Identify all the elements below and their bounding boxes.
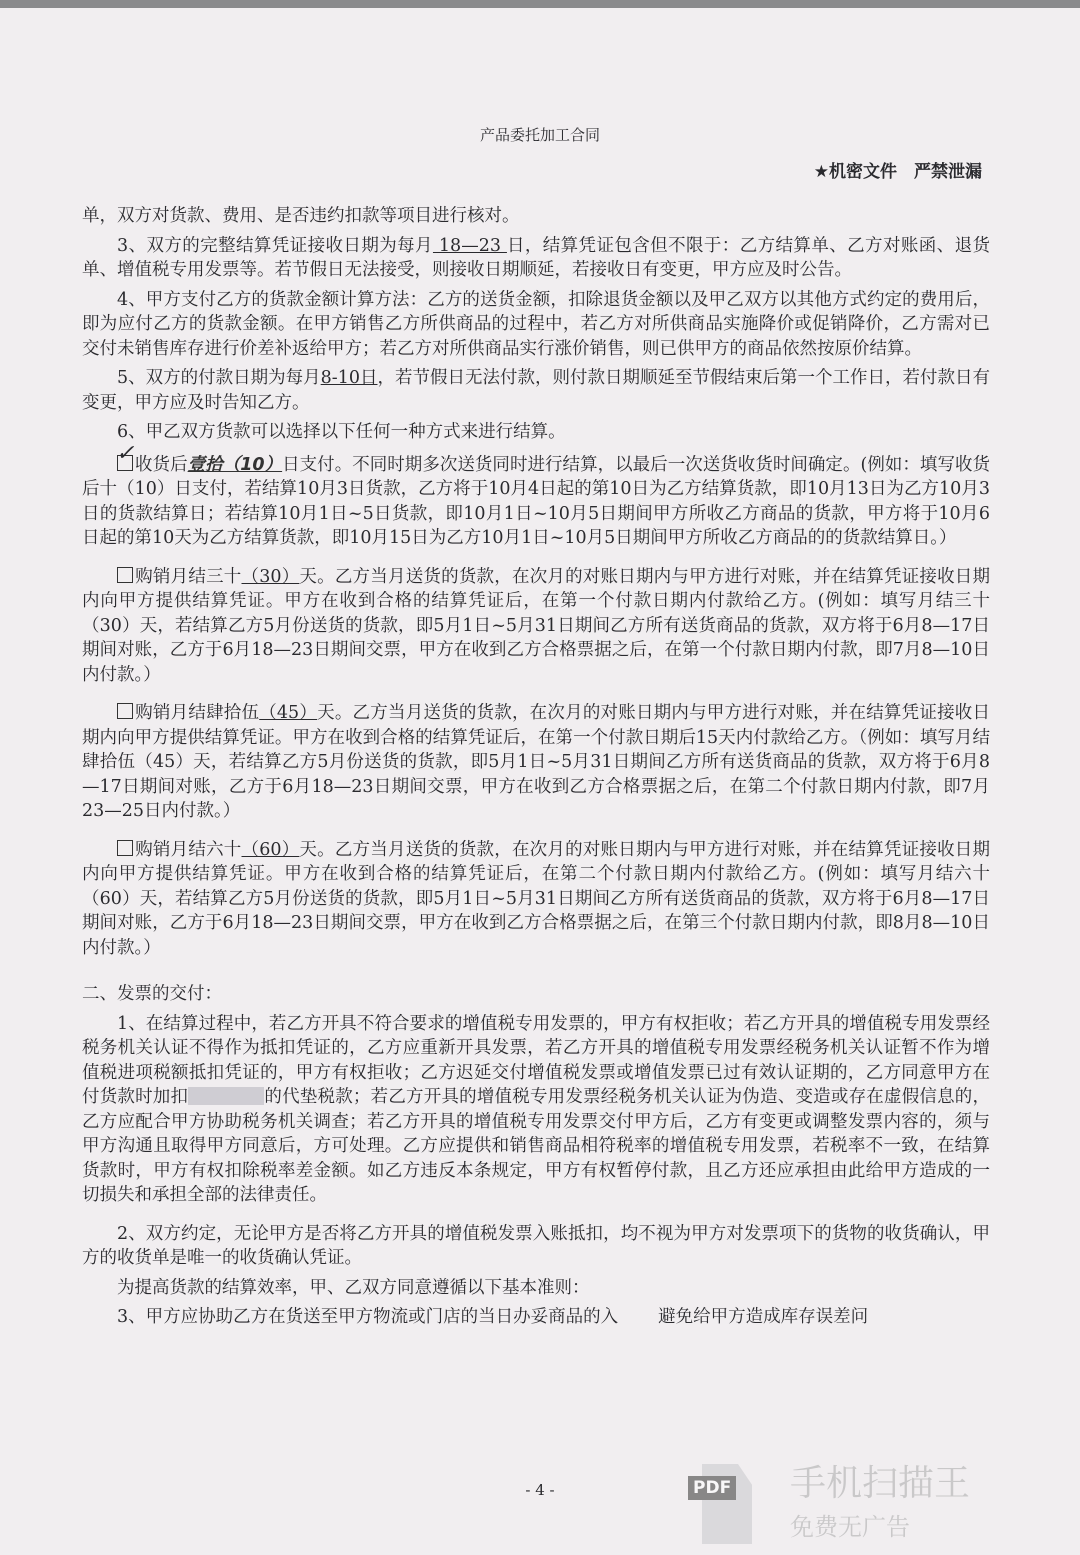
redacted-area: [188, 1087, 264, 1105]
clause-text: ，若节假日无法付款，则付款日期顺延至节假结束后第一个工作日，若付款日有变更，甲方应及时告知乙方。: [82, 368, 991, 413]
clause-text: 3、双方的完整结算凭证接收日期为每月: [117, 235, 433, 256]
option-receipt-payment: [82, 453, 990, 551]
preamble: 为提高货款的结算效率，甲、乙双方同意遵循以下基本准则：: [117, 1277, 590, 1298]
option-monthly-60: [82, 838, 990, 961]
paragraph-continuation: 单，双方对货款、费用、是否违约扣款等项目进行核对。: [82, 206, 520, 226]
clause-text: 3、甲方应协助乙方在货送至甲方物流或门店的当日办妥商品的入: [117, 1307, 619, 1327]
clause-text: 避免给甲方造成库存误差问: [658, 1307, 869, 1327]
option-monthly-30: [82, 565, 990, 688]
payment-date-field: 8-10日: [320, 368, 378, 388]
clause-3: [82, 234, 990, 283]
clause-text: 日，结算凭证包含但不限于：乙方结算单、乙方对账函、退货单、增值税专用发票等。若节假日无法接受，则接收日期顺延，若接收日有变更，甲方应及时公告。: [82, 235, 990, 280]
option-text: 日支付。不同时期多次送货同时进行结算，以最后一次送货收货时间确定。(例如：填写收货后十（10）日支付，若结算10月3日货款，乙方将于10月4日起的第10日为乙方结算货款，即10月13日为乙方10月3日的货款结算日；若结算10月1日~5日货款，即10月1日~10月5日期间甲方所收乙方商品的货款，甲方将于10月6日起的第10天为乙方结算货款，即10月15日为乙方10月1日~10月5日期间甲方所收乙方商品的的货款结算日。）: [82, 454, 991, 548]
clause-text: 的代垫税款；若乙方开具的增值税专用发票经税务机关认证为伪造、变造或存在虚假信息的，乙方应配合甲方协助税务机关调查；若乙方开具的增值税专用发票交付甲方后，乙方有变更或调整发票内容的，须与甲方沟通且取得甲方同意后，方可处理。乙方应提供和销售商品相符税率的增值税专用发票，若税率不一致，在结算货款时，甲方有权扣除税率差金额。如乙方违反本条规定，甲方有权暂停付款，且乙方还应承担由此给甲方造成的一切损失和承担全部的法律责任。: [82, 1087, 991, 1205]
invoice-clause-2: 2、双方约定，无论甲方是否将乙方开具的增值税发票入账抵扣，均不视为甲方对发票项下的货物的收货确认，甲方的收货单是唯一的收货确认凭证。: [82, 1223, 990, 1268]
checkbox-icon: [117, 703, 133, 719]
watermark-subtitle: 免费无广告: [790, 1513, 910, 1541]
document-body: [82, 204, 990, 1335]
invoice-clause-1: [82, 1012, 990, 1208]
days-field: （30）: [241, 566, 300, 587]
clause-5: [82, 366, 990, 415]
watermark-title: 手机扫描王: [790, 1463, 971, 1504]
option-text: 收货后: [135, 454, 188, 475]
page-number: - 4 -: [525, 1481, 555, 1499]
days-field: （60）: [241, 839, 300, 860]
clause-text: 5、双方的付款日期为每月: [117, 368, 321, 388]
option-monthly-45: [82, 701, 990, 824]
scanner-watermark: [680, 1462, 1040, 1552]
clause-4: 4、甲方支付乙方的货款金额计算方法：乙方的送货金额，扣除退货金额以及甲乙双方以其他方式约定的费用后，即为应付乙方的货款金额。在甲方销售乙方所供商品的过程中，若乙方对所供商品实施降价或促销降价，乙方需对已交付未销售库存进行价差补返给甲方；若乙方对所供商品实行涨价销售，则已供甲方的商品依然按原价结算。: [82, 289, 990, 359]
clause-6: 6、甲乙双方货款可以选择以下任何一种方式来进行结算。: [117, 422, 566, 442]
scan-edge: [0, 0, 1080, 8]
clause-text: 1、在结算过程中，若乙方开具不符合要求的增值税专用发票的，甲方有权拒收；若乙方开具的增值税专用发票经税务机关认证不得作为抵扣凭证的，乙方应重新开具发票，若乙方开具的增值税专用发票经税务机关认证暂不作为增值税进项税额抵扣凭证的，甲方有权拒收；乙方迟延交付增值税发票或增值发票已过有效认证期的，乙方同意甲方在付货款时加扣: [82, 1013, 990, 1107]
checkbox-icon: [117, 567, 133, 583]
checkbox-icon: [117, 840, 133, 856]
days-field: （45）: [259, 703, 318, 723]
document-title: 产品委托加工合同: [479, 126, 600, 144]
option-text: 天。乙方当月送货的货款，在次月的对账日期内与甲方进行对账，并在结算凭证接收日期内向甲方提供结算凭证。甲方在收到合格的结算凭证后，在第一个付款日期内付款给乙方。(例如：填写月结三十（30）天，若结算乙方5月份送货的货款，即5月1日~5月31日期间乙方所有送货商品的货款，双方将于6月8—17日期间对账，乙方于6月18—23日期间交票，甲方在收到乙方合格票据之后，在第一个付款日期内付款，即7月8—10日内付款。）: [82, 566, 991, 685]
option-text: 购销月结六十: [135, 839, 242, 860]
option-text: 天。乙方当月送货的货款，在次月的对账日期内与甲方进行对账，并在结算凭证接收日期内向甲方提供结算凭证。甲方在收到合格的结算凭证后，在第二个付款日期内付款给乙方。(例如：填写月结六十（60）天，若结算乙方5月份送货的货款，即5月1日~5月31日期间乙方所有送货商品的货款，双方将于6月8—17日期间对账，乙方于6月18—23日期间交票，甲方在收到乙方合格票据之后，在第三个付款日期内付款，即8月8—10日内付款。）: [82, 839, 991, 958]
section-heading: 二、发票的交付：: [82, 984, 222, 1004]
confidential-label: ★机密文件 严禁泄漏: [813, 162, 982, 182]
option-text: 天。乙方当月送货的货款，在次月的对账日期内与甲方进行对账，并在结算凭证接收日期内向甲方提供结算凭证。甲方在收到合格的结算凭证后，在第一个付款日期后15天内付款给乙方。（例如：填写月结肆拾伍（45）天，若结算乙方5月份送货的货款，即5月1日~5月31日期间乙方所有送货商品的货款，双方将于6月8—17日期间对账，乙方于6月18—23日期间交票，甲方在收到乙方合格票据之后，在第二个付款日期内付款，即7月23—25日内付款。）: [82, 703, 990, 821]
handwritten-days-field: 壹拾（10）: [187, 454, 283, 475]
option-text: 购销月结三十: [135, 566, 242, 587]
clause-3-partial: [82, 1305, 990, 1330]
checked-checkbox-icon: [117, 455, 133, 471]
option-text: 购销月结肆拾伍: [135, 703, 260, 723]
pdf-badge: PDF: [688, 1476, 736, 1500]
receipt-date-field: 18—23: [432, 235, 507, 256]
